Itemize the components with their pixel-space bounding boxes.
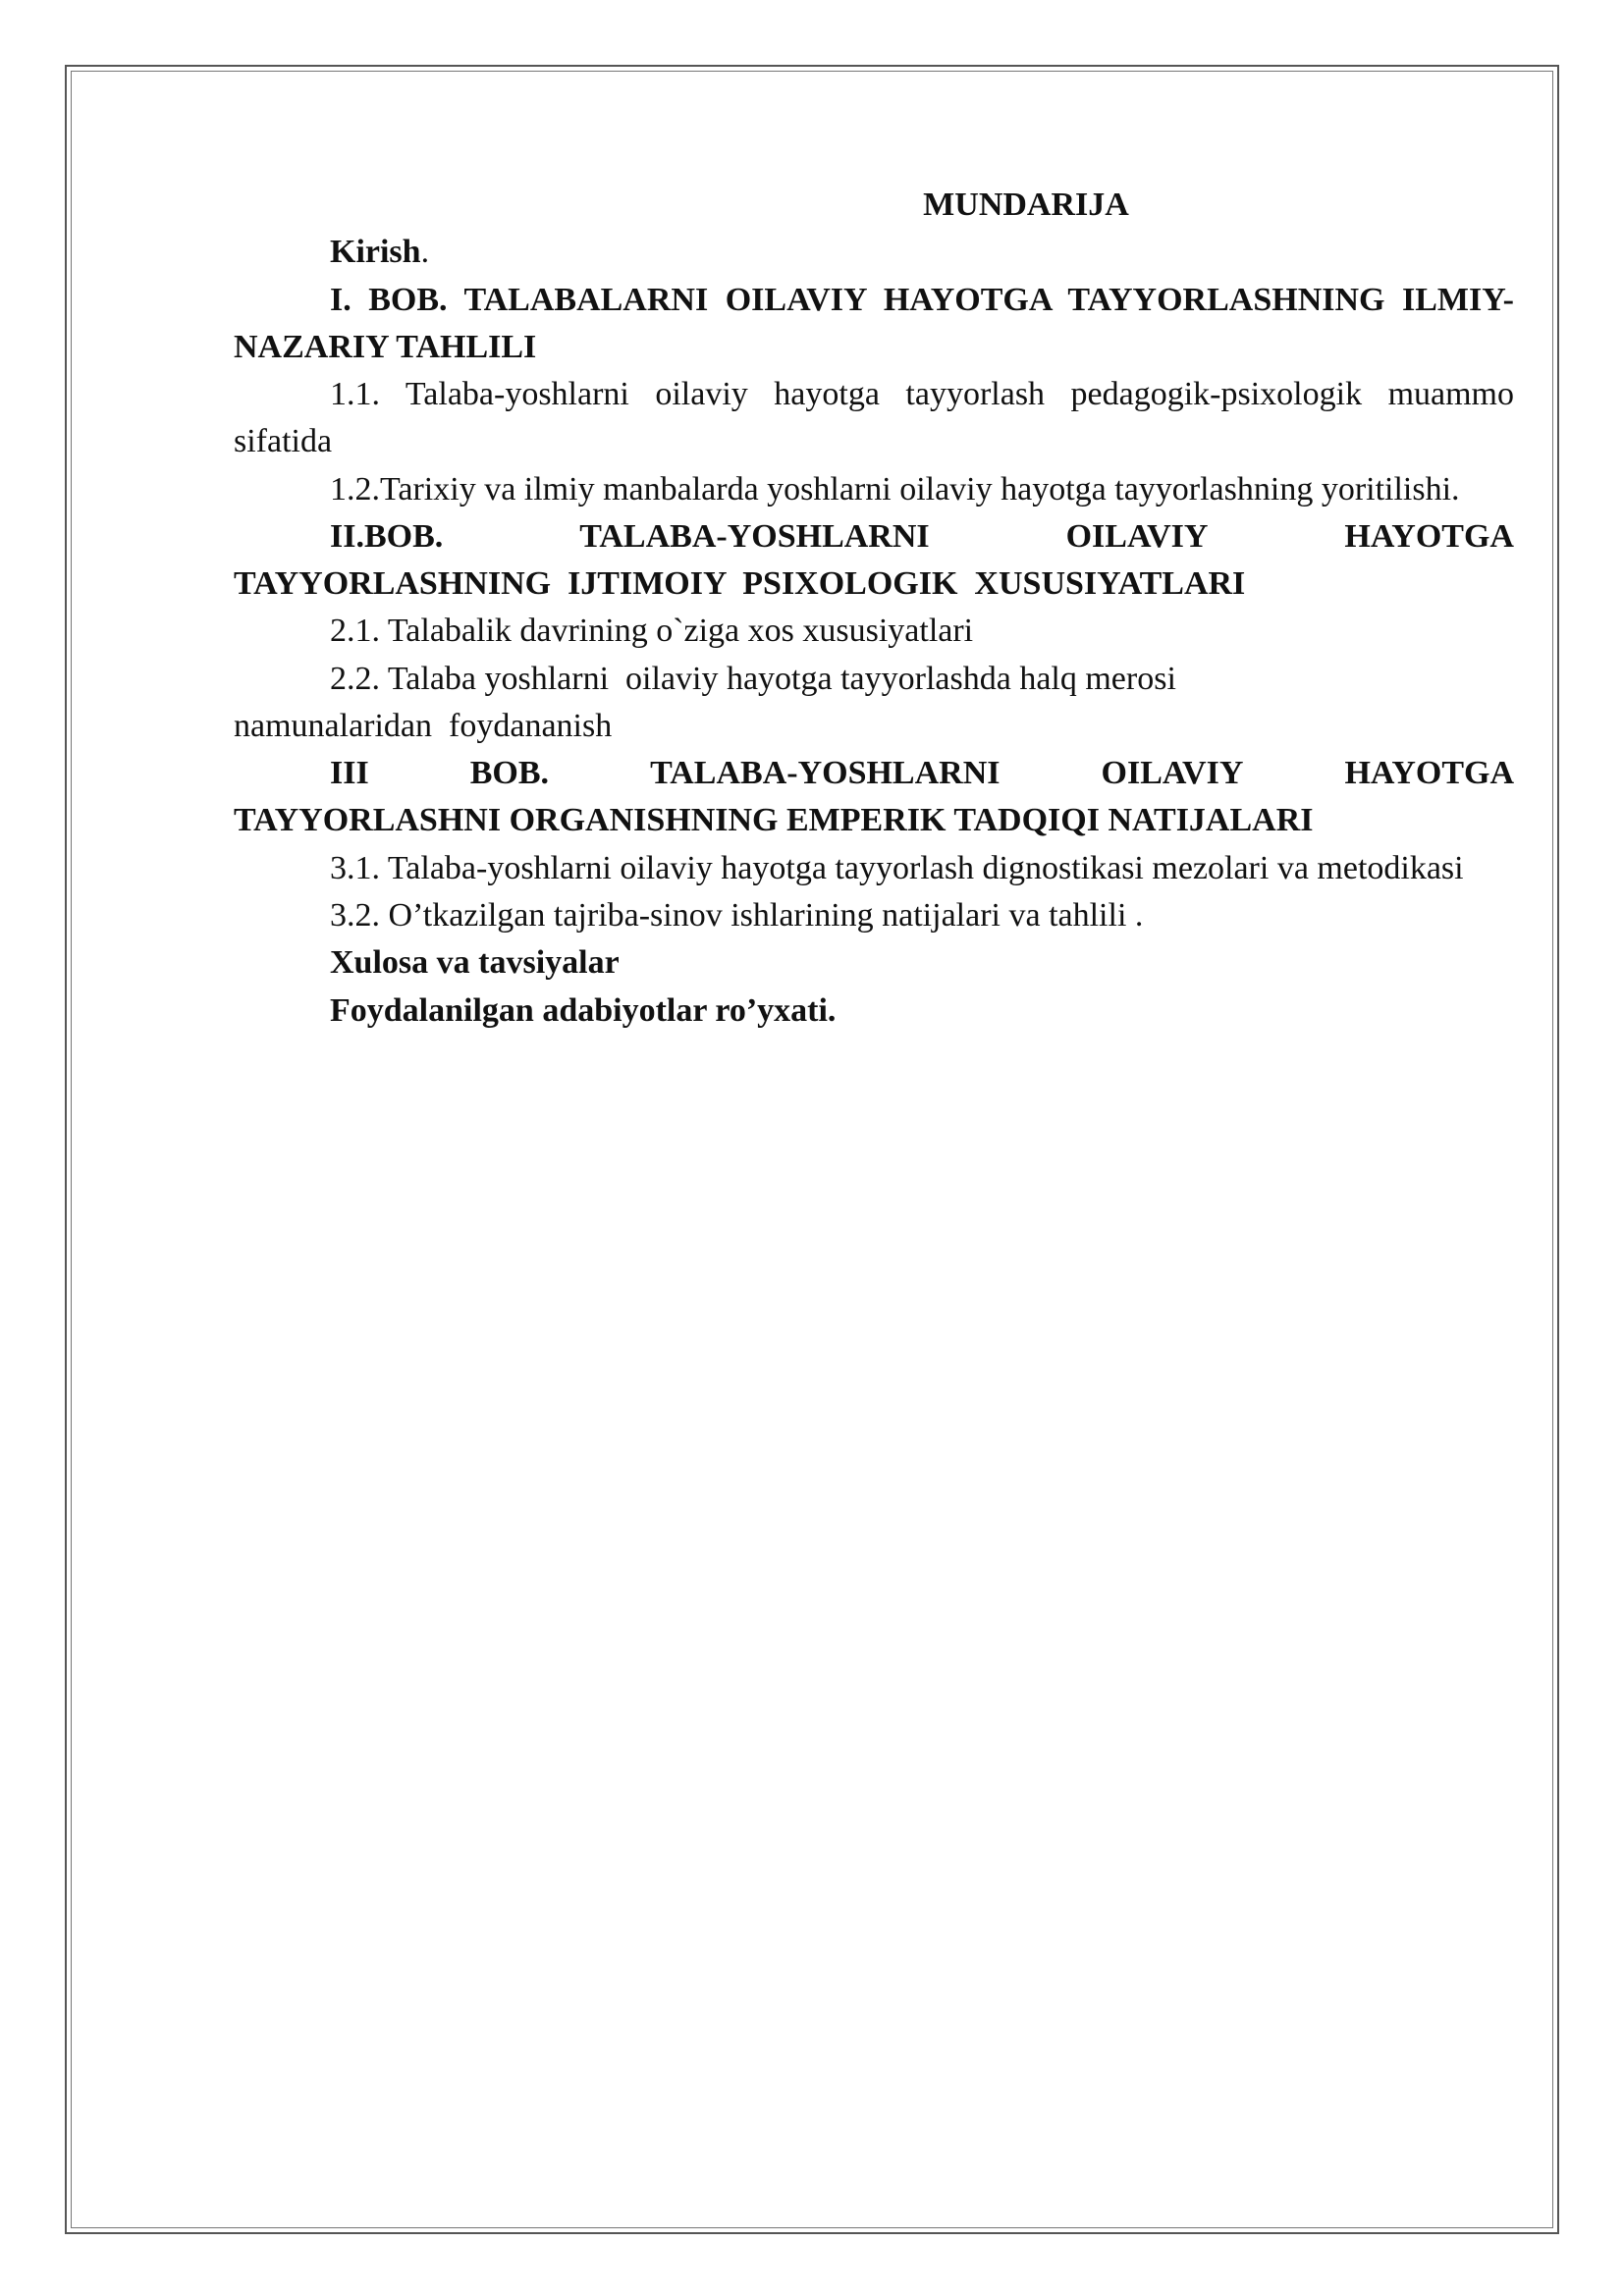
toc-section-1-2[interactable]: 1.2.Tarixiy va ilmiy manbalarda yoshlarni oilaviy hayotga tayyorlashning yoritilishi. (330, 470, 1460, 507)
toc-section-2-2-line-1: 2.2. Talaba yoshlarni oilaviy hayotga tayyorlashda halq merosi (330, 660, 1176, 697)
toc-section-3-2[interactable]: 3.2. O’tkazilgan tajriba-sinov ishlarining natijalari va tahlili . (330, 896, 1144, 934)
toc-word: II.BOB. (330, 517, 444, 555)
table-of-contents (234, 182, 1514, 1035)
toc-chapter-1[interactable]: I. BOB. TALABALARNI OILAVIY HAYOTGA TAYYORLASHNING ILMIY-NAZARIY TAHLILI (234, 281, 1514, 365)
toc-word: OILAVIY (1065, 517, 1209, 555)
toc-section-2-2[interactable] (234, 656, 1514, 751)
toc-word: BOB. (469, 755, 550, 792)
toc-chapter-2-line-1 (234, 513, 1514, 561)
toc-entry-label: Kirish (330, 234, 421, 271)
toc-chapter-3[interactable] (234, 750, 1514, 845)
toc-word: III (330, 755, 369, 792)
toc-section-2-1[interactable]: 2.1. Talabalik davrining o`ziga xos xususiyatlari (330, 613, 974, 650)
toc-word: OILAVIY (1101, 755, 1244, 792)
toc-word: HAYOTGA (1344, 517, 1514, 555)
toc-word: TALABA-YOSHLARNI (579, 517, 930, 555)
toc-chapter-3-line-2: TAYYORLASHNI ORGANISHNING EMPERIK TADQIQI NATIJALARI (234, 802, 1314, 839)
toc-entry-kirish[interactable] (234, 229, 1514, 276)
toc-section-3-1[interactable]: 3.1. Talaba-yoshlarni oilaviy hayotga tayyorlash dignostikasi mezolari va metodikasi (330, 849, 1464, 886)
page-title: MUNDARIJA (923, 187, 1129, 223)
toc-entry-adabiyotlar[interactable]: Foydalanilgan adabiyotlar ro’yxati. (330, 991, 837, 1029)
toc-chapter-2[interactable] (234, 513, 1514, 609)
toc-section-2-2-line-2: namunalaridan foydananish (234, 707, 613, 744)
toc-chapter-3-line-1 (234, 750, 1514, 797)
toc-chapter-2-line-2: TAYYORLASHNING IJTIMOIY PSIXOLOGIK XUSUSIYATLARI (234, 565, 1246, 603)
toc-entry-trailing-dot: . (420, 234, 430, 271)
toc-word: HAYOTGA (1344, 755, 1514, 792)
toc-entry-xulosa[interactable]: Xulosa va tavsiyalar (330, 944, 620, 982)
toc-section-1-1[interactable]: 1.1. Talaba-yoshlarni oilaviy hayotga tayyorlash pedagogik-psixologik muammo sifatida (234, 376, 1514, 460)
toc-word: TALABA-YOSHLARNI (650, 755, 1001, 792)
